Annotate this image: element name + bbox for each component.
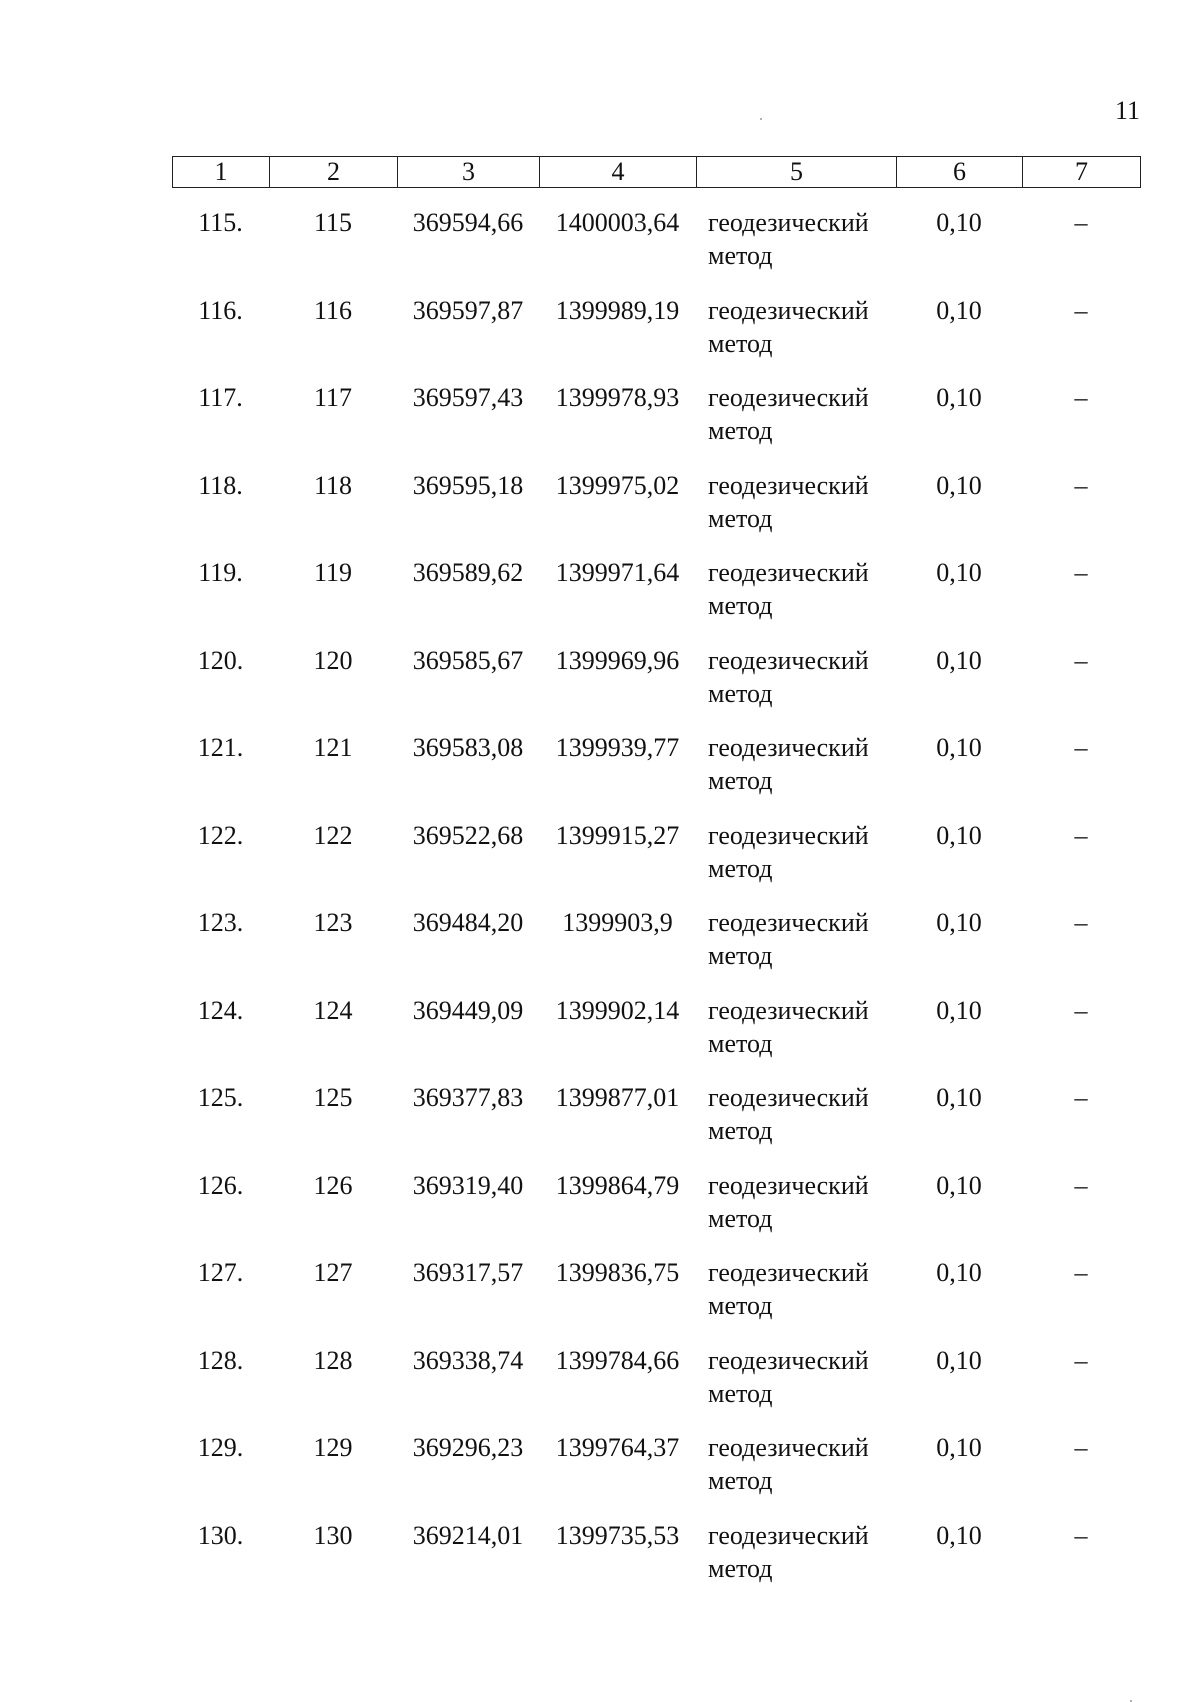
coordinate-y: 1399978,93: [555, 383, 680, 412]
coordinate-x: 369522,68: [412, 820, 524, 850]
row-number: 127.: [197, 1258, 244, 1287]
row-number: 117.: [198, 383, 243, 412]
row-number: 126.: [197, 1170, 244, 1200]
coordinate-x: 369338,74: [412, 1345, 524, 1375]
note-cell: –: [1074, 1433, 1088, 1462]
table-row: [172, 1169, 1140, 1257]
table-row: [172, 556, 1140, 644]
note-cell: –: [1074, 820, 1088, 850]
coordinate-x: 369597,43: [412, 383, 524, 412]
accuracy-cell: 0,10: [936, 733, 982, 762]
accuracy-cell: 0,10: [936, 995, 982, 1025]
method-cell: геодезический метод: [708, 1170, 869, 1233]
coordinate-x: 369449,09: [412, 995, 524, 1025]
table-row: [172, 1344, 1140, 1432]
point-number: 121: [313, 733, 353, 762]
accuracy-cell: 0,10: [936, 908, 982, 937]
coordinate-x: 369377,83: [412, 1083, 524, 1112]
row-number: 122.: [197, 820, 244, 850]
row-number: 120.: [197, 645, 244, 675]
point-number: 119: [313, 558, 353, 587]
point-number: 124: [313, 995, 353, 1025]
table-row: [172, 206, 1140, 294]
note-cell: –: [1074, 908, 1088, 937]
table-row: [172, 381, 1140, 469]
row-number: 129.: [197, 1433, 244, 1462]
method-cell: геодезический метод: [708, 820, 869, 883]
point-number: 125: [313, 1083, 353, 1112]
row-number: 121.: [197, 733, 244, 762]
accuracy-cell: 0,10: [936, 470, 982, 500]
accuracy-cell: 0,10: [936, 295, 982, 325]
method-cell: геодезический метод: [708, 733, 869, 795]
page-number: 11: [1114, 96, 1140, 125]
method-cell: геодезический метод: [708, 1083, 869, 1145]
accuracy-cell: 0,10: [936, 558, 982, 587]
accuracy-cell: 0,10: [936, 820, 982, 850]
coordinate-x: 369319,40: [412, 1170, 524, 1200]
accuracy-cell: 0,10: [936, 1345, 982, 1375]
column-number-header: [172, 156, 1141, 188]
table-row: [172, 906, 1140, 994]
point-number: 120: [313, 645, 353, 675]
note-cell: –: [1074, 1083, 1088, 1112]
header-cell-6: 6: [897, 157, 1023, 188]
coordinate-y: 1399989,19: [555, 295, 680, 325]
accuracy-cell: 0,10: [936, 1083, 982, 1112]
point-number: 129: [313, 1433, 353, 1462]
coordinate-y: 1399764,37: [555, 1433, 680, 1462]
table-row: [172, 819, 1140, 907]
point-number: 128: [313, 1345, 353, 1375]
header-cell-4: 4: [540, 157, 697, 188]
point-number: 117: [313, 383, 353, 412]
point-number: 115: [313, 208, 353, 237]
header-cell-3: 3: [398, 157, 540, 188]
coordinate-y: 1399735,53: [555, 1520, 680, 1550]
method-cell: геодезический метод: [708, 1258, 869, 1320]
row-number: 130.: [197, 1520, 244, 1550]
method-cell: геодезический метод: [708, 558, 869, 620]
row-number: 119.: [198, 558, 243, 587]
coordinate-y: 1399902,14: [555, 995, 680, 1025]
scan-speck: [760, 118, 762, 120]
coordinate-x: 369484,20: [412, 908, 524, 937]
coordinate-y: 1399836,75: [555, 1258, 680, 1287]
coordinate-y: 1399903,9: [562, 908, 673, 937]
note-cell: –: [1074, 383, 1088, 412]
coordinate-y: 1399969,96: [555, 645, 680, 675]
row-number: 123.: [197, 908, 244, 937]
accuracy-cell: 0,10: [936, 645, 982, 675]
note-cell: –: [1074, 733, 1088, 762]
accuracy-cell: 0,10: [936, 383, 982, 412]
coordinate-y: 1399939,77: [555, 733, 680, 762]
point-number: 130: [313, 1520, 353, 1550]
table-row: [172, 294, 1140, 382]
coordinate-x: 369317,57: [412, 1258, 524, 1287]
table-row: [172, 731, 1140, 819]
method-cell: геодезический метод: [708, 645, 869, 708]
header-cell-2: 2: [270, 157, 398, 188]
coordinate-x: 369597,87: [412, 295, 524, 325]
coordinate-y: 1399864,79: [555, 1170, 680, 1200]
coordinate-y: 1399915,27: [555, 820, 680, 850]
method-cell: геодезический метод: [708, 470, 869, 533]
coordinate-x: 369214,01: [412, 1520, 524, 1550]
note-cell: –: [1074, 1520, 1088, 1550]
point-number: 118: [313, 470, 353, 500]
point-number: 127: [313, 1258, 353, 1287]
row-number: 128.: [197, 1345, 244, 1375]
point-number: 126: [313, 1170, 353, 1200]
method-cell: геодезический метод: [708, 995, 869, 1058]
row-number: 124.: [197, 995, 244, 1025]
point-number: 122: [313, 820, 353, 850]
row-number: 118.: [198, 470, 243, 500]
coordinate-x: 369594,66: [412, 208, 524, 237]
method-cell: геодезический метод: [708, 1520, 869, 1583]
table-row: [172, 1081, 1140, 1169]
accuracy-cell: 0,10: [936, 208, 982, 237]
coordinate-x: 369585,67: [412, 645, 524, 675]
header-row: [173, 157, 1141, 188]
table-row: [172, 1256, 1140, 1344]
note-cell: –: [1074, 1170, 1088, 1200]
note-cell: –: [1074, 470, 1088, 500]
note-cell: –: [1074, 208, 1088, 237]
header-cell-1: 1: [173, 157, 270, 188]
coordinate-y: 1400003,64: [555, 208, 680, 237]
point-number: 116: [313, 295, 353, 325]
accuracy-cell: 0,10: [936, 1433, 982, 1462]
note-cell: –: [1074, 995, 1088, 1025]
note-cell: –: [1074, 645, 1088, 675]
coordinate-y: 1399975,02: [555, 470, 680, 500]
coordinate-y: 1399877,01: [555, 1083, 680, 1112]
note-cell: –: [1074, 1258, 1088, 1287]
header-cell-7: 7: [1023, 157, 1141, 188]
row-number: 116.: [198, 295, 243, 325]
coordinate-x: 369583,08: [412, 733, 524, 762]
coordinate-y: 1399784,66: [555, 1345, 680, 1375]
method-cell: геодезический метод: [708, 1345, 869, 1408]
coordinate-x: 369589,62: [412, 558, 524, 587]
note-cell: –: [1074, 558, 1088, 587]
table-row: [172, 1519, 1140, 1607]
accuracy-cell: 0,10: [936, 1258, 982, 1287]
coordinates-table-body: [172, 206, 1140, 1606]
table-row: [172, 469, 1140, 557]
coordinate-y: 1399971,64: [555, 558, 680, 587]
method-cell: геодезический метод: [708, 383, 869, 445]
table-row: [172, 994, 1140, 1082]
header-cell-5: 5: [697, 157, 897, 188]
method-cell: геодезический метод: [708, 295, 869, 358]
method-cell: геодезический метод: [708, 908, 869, 970]
row-number: 125.: [197, 1083, 244, 1112]
note-cell: –: [1074, 295, 1088, 325]
table-row: [172, 644, 1140, 732]
point-number: 123: [313, 908, 353, 937]
method-cell: геодезический метод: [708, 208, 869, 270]
method-cell: геодезический метод: [708, 1433, 869, 1495]
table-row: [172, 1431, 1140, 1519]
coordinate-x: 369296,23: [412, 1433, 524, 1462]
note-cell: –: [1074, 1345, 1088, 1375]
accuracy-cell: 0,10: [936, 1520, 982, 1550]
row-number: 115.: [198, 208, 243, 237]
accuracy-cell: 0,10: [936, 1170, 982, 1200]
coordinate-x: 369595,18: [412, 470, 524, 500]
